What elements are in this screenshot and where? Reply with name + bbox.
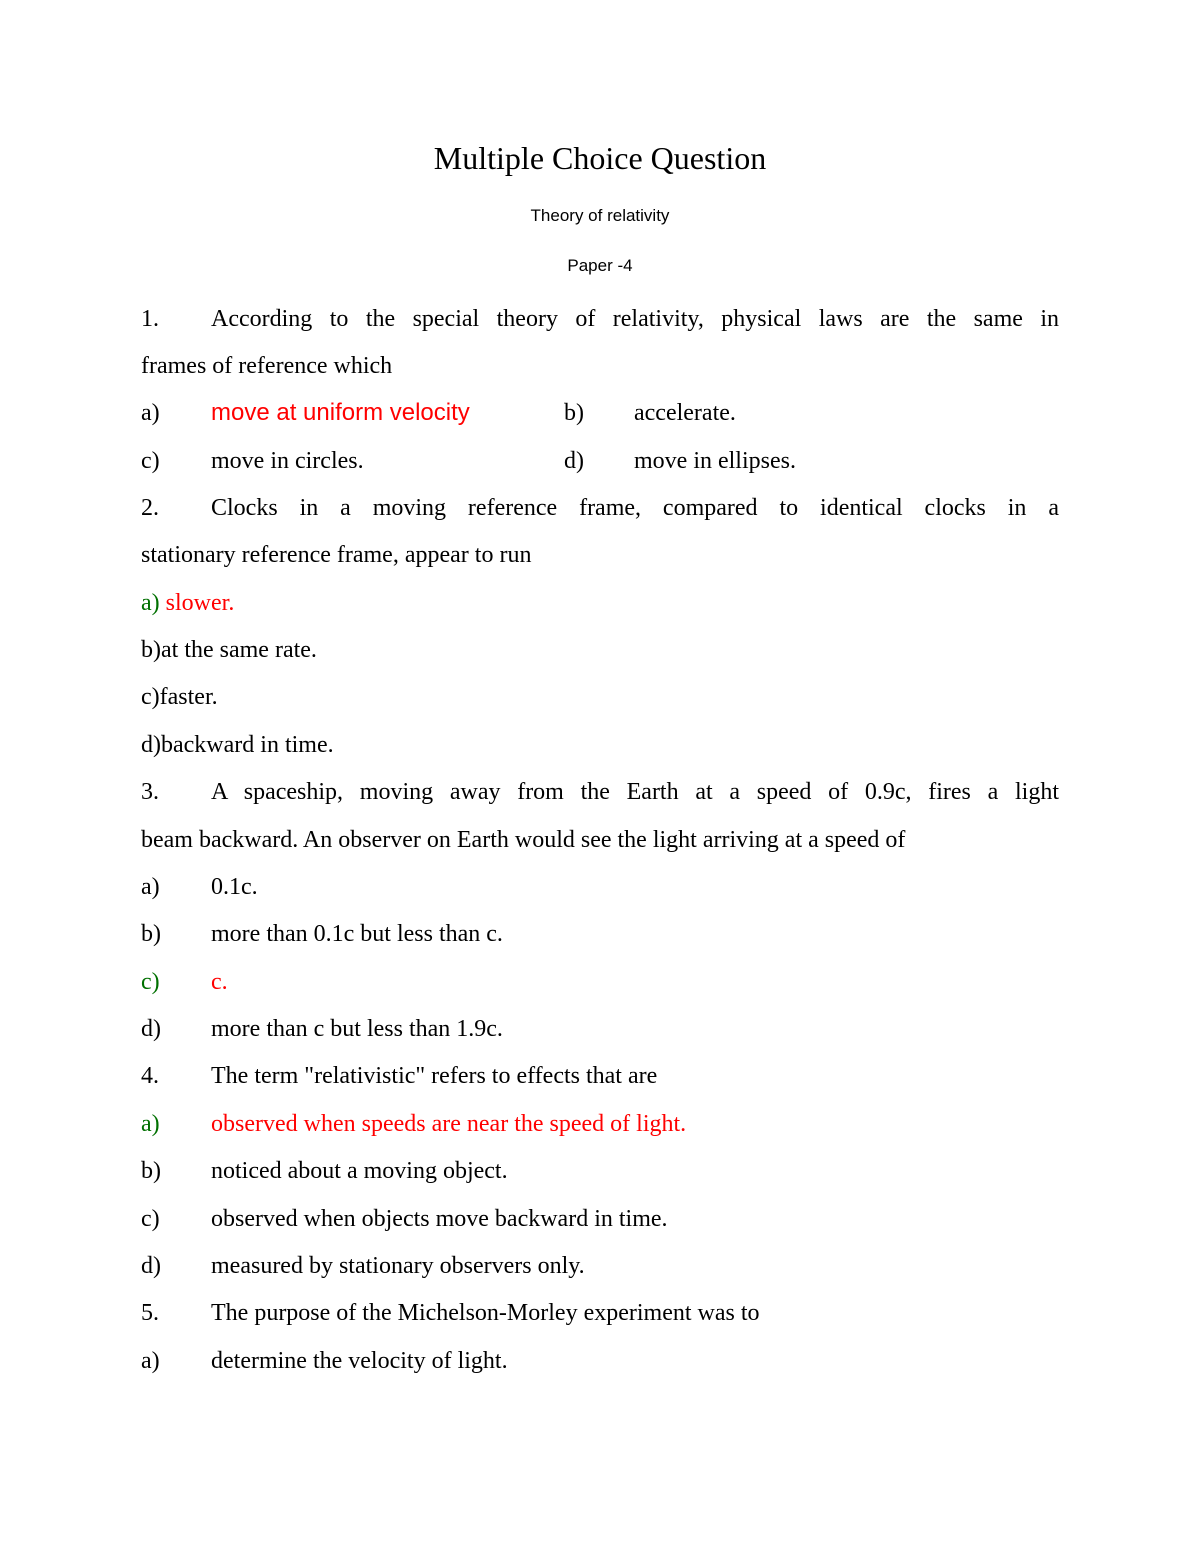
question-text-line: According to the special theory of relativity, physical laws are the same in xyxy=(211,306,1059,332)
question-number: 4. xyxy=(141,1063,159,1089)
option-text: observed when objects move backward in time. xyxy=(211,1206,668,1232)
option-label: c) xyxy=(141,448,160,474)
question-text-line: stationary reference frame, appear to run xyxy=(141,542,532,568)
question-number: 2. xyxy=(141,495,159,521)
question-text-line: beam backward. An observer on Earth would see the light arriving at a speed of xyxy=(141,827,906,853)
option-label: c) xyxy=(141,1206,160,1232)
question-text-line: Clocks in a moving reference frame, compared to identical clocks in a xyxy=(211,495,1059,521)
option-text: move in circles. xyxy=(211,448,364,474)
question-text-line: A spaceship, moving away from the Earth at a speed of 0.9c, fires a light xyxy=(211,779,1059,805)
question-text-line: The purpose of the Michelson-Morley experiment was to xyxy=(211,1300,760,1326)
correct-answer: slower. xyxy=(165,590,235,616)
option-c: c)faster. xyxy=(141,684,218,710)
option-d: d)backward in time. xyxy=(141,732,334,758)
option-label: d) xyxy=(564,448,584,474)
question-text-line: The term "relativistic" refers to effects that are xyxy=(211,1063,658,1089)
question-number: 3. xyxy=(141,779,159,805)
option-label: b) xyxy=(564,400,584,426)
option-label: b) xyxy=(141,921,161,947)
correct-answer: observed when speeds are near the speed of light. xyxy=(211,1111,687,1137)
option-text: more than c but less than 1.9c. xyxy=(211,1016,503,1042)
page-title: Multiple Choice Question xyxy=(433,140,767,176)
option-text: 0.1c. xyxy=(211,874,258,900)
option-text: measured by stationary observers only. xyxy=(211,1253,585,1279)
option-b: b)at the same rate. xyxy=(141,637,317,663)
option-text: noticed about a moving object. xyxy=(211,1158,508,1184)
correct-answer: move at uniform velocity xyxy=(211,399,470,426)
question-number: 1. xyxy=(141,306,159,332)
option-label: a) xyxy=(141,1348,160,1374)
option-text: more than 0.1c but less than c. xyxy=(211,921,503,947)
option-label: a) xyxy=(141,874,160,900)
correct-answer: c. xyxy=(211,969,228,995)
question-text-line: frames of reference which xyxy=(141,353,393,379)
option-label: b) xyxy=(141,1158,161,1184)
option-a xyxy=(141,588,1059,618)
option-label: d) xyxy=(141,1016,161,1042)
option-label: a) xyxy=(141,1111,160,1137)
page-subtitle: Theory of relativity xyxy=(530,206,670,225)
paper-number: Paper -4 xyxy=(567,256,633,275)
question-number: 5. xyxy=(141,1300,159,1326)
option-label: d) xyxy=(141,1253,161,1279)
option-text: determine the velocity of light. xyxy=(211,1348,508,1374)
option-label: a) xyxy=(141,590,160,616)
option-label: c) xyxy=(141,969,160,995)
option-label: a) xyxy=(141,400,160,426)
option-text: move in ellipses. xyxy=(634,448,796,474)
option-text: accelerate. xyxy=(634,400,736,426)
